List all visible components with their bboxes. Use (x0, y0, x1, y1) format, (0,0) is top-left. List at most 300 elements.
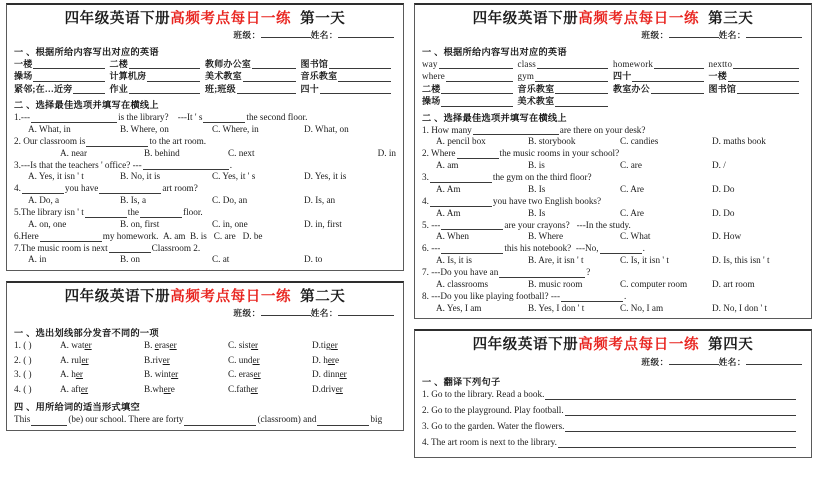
option[interactable]: A. after (60, 384, 89, 395)
question-text: floor. (183, 207, 203, 217)
question-text: are your crayons? (504, 219, 570, 230)
answer-blank[interactable] (31, 416, 67, 426)
worksheet-day-2 (6, 281, 404, 430)
vocab-answer-blank[interactable] (33, 72, 104, 82)
option[interactable]: B. Where, on (120, 123, 169, 134)
vocab-word: 美术教室 (517, 96, 555, 107)
answer-blank[interactable] (430, 197, 492, 207)
question-text: my homework. (102, 230, 159, 241)
question-stem (422, 243, 804, 254)
question-text: ? (586, 266, 591, 277)
worksheet-day-1 (6, 3, 404, 271)
worksheet-day-4 (414, 329, 812, 457)
title-highlight: 高频考点每日一练 (578, 336, 700, 354)
question-options (422, 160, 804, 171)
answer-blank[interactable] (441, 244, 503, 254)
vocab-cell (14, 72, 110, 82)
question-options (422, 136, 804, 147)
section-heading-3-2: 二 、选择最佳选项并填写在横线上 (422, 112, 567, 123)
vocab-word: 音乐教室 (517, 83, 555, 94)
vocab-row (422, 84, 804, 94)
option[interactable]: A. What, in (28, 123, 71, 134)
vocab-word: 一楼 (708, 71, 727, 82)
question-text: 3. (422, 172, 429, 183)
vocab-cell (518, 59, 614, 69)
vocab-answer-blank[interactable] (33, 59, 104, 69)
option[interactable]: B. on (120, 254, 140, 265)
question-options (422, 255, 804, 266)
worksheet-day-3 (414, 3, 812, 319)
vocab-word: nextto (708, 58, 733, 69)
option[interactable]: D. No, I don ' t (712, 302, 767, 313)
option[interactable]: A. Am (436, 183, 461, 194)
vocab-word: 图书馆 (300, 58, 329, 69)
vocab-answer-blank[interactable] (320, 84, 391, 94)
vocab-cell (709, 84, 805, 94)
option[interactable]: A. Am (436, 207, 461, 218)
question-text: 4. (14, 183, 21, 194)
vocab-answer-blank[interactable] (129, 84, 200, 94)
question-text: Classroom 2. (151, 242, 201, 253)
question-options (422, 279, 804, 290)
answer-blank[interactable] (99, 184, 161, 194)
answer-blank[interactable] (109, 243, 151, 253)
question-stem (14, 243, 396, 254)
answer-blank[interactable] (143, 160, 229, 170)
option[interactable]: C. Are (620, 183, 644, 194)
vocab-cell (14, 59, 110, 69)
vocab-word: 计算机房 (109, 71, 147, 82)
option[interactable]: A. pencil box (436, 136, 486, 147)
option[interactable]: A. water (60, 340, 92, 351)
option[interactable]: D. / (712, 160, 726, 171)
vocab-cell (301, 59, 397, 69)
title-prefix: 四年级英语下册 (472, 336, 579, 354)
vocab-cell (613, 59, 709, 69)
option[interactable]: D. Is, this isn ' t (712, 255, 770, 266)
question-text: ---In the study. (576, 219, 631, 230)
option[interactable]: A. Is, it is (436, 255, 472, 266)
vocab-answer-blank[interactable] (733, 59, 799, 69)
title-prefix: 四年级英语下册 (64, 288, 171, 306)
vocab-word: 教师办公室 (205, 58, 252, 69)
option[interactable]: B. is (190, 230, 207, 241)
option[interactable]: B.where (144, 384, 175, 395)
section-heading-4-1: 一 、翻译下列句子 (422, 376, 501, 387)
title-day-label: 第一天 (300, 10, 346, 27)
section-heading-2-1: 一 、选出划线部分发音不同的一项 (14, 328, 159, 339)
vocab-answer-blank[interactable] (654, 59, 703, 69)
question-text: this his notebook? (504, 243, 572, 254)
vocab-answer-blank[interactable] (439, 59, 513, 69)
question-stem (14, 160, 396, 171)
student-id-line-day-1 (14, 29, 396, 41)
page-title-day-2 (14, 288, 396, 306)
title-highlight: 高频考点每日一练 (578, 10, 700, 27)
option[interactable]: A. in (28, 254, 47, 265)
page-title-day-1 (14, 10, 396, 28)
vocab-word: 作业 (109, 83, 128, 94)
section-heading-1-2: 二 、选择最佳选项并填写在横线上 (14, 100, 159, 111)
option[interactable]: C. next (228, 147, 255, 158)
answer-blank[interactable] (457, 149, 499, 159)
vocab-cell (301, 84, 397, 94)
option[interactable]: C. are (620, 160, 642, 171)
class-input-blank[interactable] (669, 364, 719, 365)
question-text: the (127, 207, 140, 217)
vocab-word: 一楼 (14, 58, 33, 69)
class-input-blank[interactable] (261, 37, 311, 38)
option[interactable]: D. How (712, 231, 742, 242)
vocab-row (422, 97, 804, 107)
right-column (409, 0, 818, 480)
cloze-text: (be) our school. There are forty (68, 413, 184, 424)
question-text: ---No, (575, 243, 599, 254)
question-text: . (642, 243, 645, 254)
option[interactable]: B.river (144, 354, 170, 365)
translate-sentence: 2. Go to the playground. Play football. (422, 404, 564, 415)
option[interactable]: C. Do, an (212, 195, 248, 206)
vocab-cell (709, 59, 805, 69)
vocab-answer-blank[interactable] (651, 84, 704, 94)
student-id-line-day-3 (422, 29, 804, 41)
question-text: you have (64, 183, 99, 194)
answer-blank[interactable] (86, 137, 148, 147)
vocab-word: 操场 (422, 96, 441, 107)
vocab-answer-blank[interactable] (237, 84, 296, 94)
vocab-cell-empty (709, 97, 805, 107)
vocab-row (422, 59, 804, 69)
cloze-text: This (14, 413, 31, 424)
question-stem (14, 136, 396, 147)
question-stem (14, 112, 396, 123)
cloze-text: big (370, 413, 383, 424)
translate-row (422, 437, 804, 448)
vocab-word: 紧邻;在…近旁 (14, 83, 73, 94)
option[interactable]: D. What, on (304, 123, 349, 134)
vocab-cell (422, 72, 518, 82)
vocab-word: 操场 (14, 71, 33, 82)
question-stem (14, 183, 396, 194)
vocab-row (14, 72, 396, 82)
answer-blank[interactable] (430, 173, 492, 183)
question-text: 6.Here (14, 230, 39, 241)
option[interactable]: B. Where (528, 231, 564, 242)
question-number[interactable]: 2. ( ) (14, 354, 32, 365)
question-text: the music rooms in your school? (499, 148, 620, 159)
option[interactable]: B. storybook (528, 136, 576, 147)
vocab-answer-blank[interactable] (441, 84, 512, 94)
option[interactable]: D. here (312, 354, 340, 365)
option[interactable]: B. No, it is (120, 171, 161, 182)
question-number[interactable]: 1. ( ) (14, 340, 32, 351)
name-label: 姓名： (310, 30, 338, 41)
vocab-cell (422, 97, 518, 107)
question-text: . (229, 159, 233, 170)
option[interactable]: C. Where, in (212, 123, 259, 134)
vocab-answer-blank[interactable] (535, 72, 608, 82)
name-input-blank[interactable] (338, 37, 394, 38)
class-input-blank[interactable] (261, 315, 311, 316)
option[interactable]: B. Is (528, 183, 546, 194)
vocab-answer-blank[interactable] (252, 59, 295, 69)
vocab-word: gym (517, 71, 535, 82)
vocab-answer-blank[interactable] (537, 59, 608, 69)
section-heading-2-4: 四 、用所给词的适当形式填空 (14, 401, 140, 412)
option[interactable]: C. in, one (212, 218, 248, 229)
option[interactable]: D. art room (712, 278, 755, 289)
option[interactable]: A. her (60, 369, 83, 380)
pronunciation-row (14, 340, 396, 351)
vocab-answer-blank[interactable] (243, 72, 296, 82)
option[interactable]: C. computer room (620, 278, 688, 289)
answer-blank[interactable] (85, 208, 127, 218)
option[interactable]: D. maths book (712, 136, 766, 147)
option[interactable]: C. No, I am (620, 302, 664, 313)
question-text: the gym on the third floor? (492, 172, 592, 183)
option[interactable]: B. music room (528, 278, 583, 289)
option[interactable]: A. Yes, it isn ' t (28, 171, 84, 182)
option[interactable]: A. When (436, 231, 469, 242)
option[interactable]: D. be (242, 230, 263, 241)
answer-blank[interactable] (317, 416, 369, 426)
translate-answer-blank[interactable] (545, 390, 796, 400)
question-text: 5.The library isn ' t (14, 207, 84, 217)
vocab-row (14, 59, 396, 69)
option[interactable]: D. Do (712, 183, 735, 194)
vocab-cell (422, 84, 518, 94)
question-stem (422, 125, 804, 136)
question-options (14, 195, 396, 206)
answer-blank[interactable] (22, 184, 64, 194)
question-text: 2. Where (422, 148, 456, 159)
name-input-blank[interactable] (338, 315, 394, 316)
title-day-label: 第四天 (708, 336, 754, 354)
vocab-cell (518, 97, 614, 107)
option[interactable]: D. in (377, 147, 396, 158)
pronunciation-row (14, 369, 396, 380)
question-stem (422, 220, 804, 231)
question-number[interactable]: 4. ( ) (14, 384, 32, 395)
name-input-blank[interactable] (746, 37, 802, 38)
vocab-cell (301, 72, 397, 82)
vocab-answer-blank[interactable] (441, 97, 512, 107)
vocab-cell-empty (613, 97, 709, 107)
option[interactable]: D. Do (712, 207, 735, 218)
class-input-blank[interactable] (669, 37, 719, 38)
option[interactable]: B. behind (144, 147, 180, 158)
question-number[interactable]: 3. ( ) (14, 369, 32, 380)
option[interactable]: B. is (528, 160, 545, 171)
option[interactable]: C. Yes, it ' s (212, 171, 256, 182)
question-text: is the library? (118, 112, 169, 123)
option[interactable]: C. at (212, 254, 230, 265)
question-options (14, 148, 396, 159)
option[interactable]: A. am (162, 230, 186, 241)
option[interactable]: B. Are, it isn ' t (528, 255, 584, 266)
option[interactable]: A. on, one (28, 218, 67, 229)
vocab-cell (205, 59, 301, 69)
question-options (14, 219, 396, 230)
question-text: 8. ---Do you like playing football? --- (422, 290, 561, 301)
vocab-answer-blank[interactable] (555, 84, 608, 94)
option[interactable]: D. to (304, 254, 323, 265)
vocab-answer-blank[interactable] (73, 84, 104, 94)
vocab-answer-blank[interactable] (446, 72, 513, 82)
vocab-word: class (517, 58, 536, 69)
translate-answer-blank[interactable] (565, 406, 796, 416)
question-text: are there on your desk? (559, 124, 646, 135)
question-options (14, 171, 396, 182)
option[interactable]: D. Is, an (304, 195, 336, 206)
option[interactable]: C. Are (620, 207, 644, 218)
vocab-cell (205, 72, 301, 82)
title-highlight: 高频考点每日一练 (170, 288, 292, 306)
option[interactable]: A. Do, a (28, 195, 60, 206)
vocab-cell (110, 84, 206, 94)
question-text: 1. How many (422, 124, 472, 135)
cloze-paragraph (14, 414, 396, 426)
vocab-word: where (422, 71, 445, 82)
answer-blank[interactable] (499, 268, 585, 278)
name-input-blank[interactable] (746, 364, 802, 365)
vocab-word: 班;班级 (205, 83, 236, 94)
option[interactable]: D.driver (312, 384, 343, 395)
option[interactable]: A. classrooms (436, 278, 489, 289)
title-prefix: 四年级英语下册 (64, 10, 171, 27)
option[interactable]: C. under (228, 354, 260, 365)
name-label: 姓名： (718, 356, 746, 367)
question-text: to the art room. (149, 135, 207, 146)
vocab-cell (709, 72, 805, 82)
option[interactable]: B. Yes, I don ' t (528, 302, 585, 313)
question-text: ---It ' s (177, 112, 203, 123)
question-stem (422, 267, 804, 278)
option[interactable]: B. on, first (120, 218, 160, 229)
answer-blank[interactable] (40, 232, 102, 242)
name-label: 姓名： (310, 308, 338, 319)
vocab-cell (518, 72, 614, 82)
option[interactable]: D.tiger (312, 340, 338, 351)
vocab-answer-blank[interactable] (632, 72, 703, 82)
class-label: 班级： (233, 30, 261, 41)
class-label: 班级： (233, 308, 261, 319)
vocab-word: 二楼 (422, 83, 441, 94)
translate-answer-blank[interactable] (565, 422, 796, 432)
title-day-label: 第二天 (300, 288, 346, 306)
question-options (14, 124, 396, 135)
question-options (422, 184, 804, 195)
option[interactable]: C. What (620, 231, 651, 242)
option[interactable]: A. am (436, 160, 459, 171)
page-title-day-4 (422, 336, 804, 354)
option[interactable]: C.father (228, 384, 258, 395)
question-text: 5. --- (422, 219, 441, 230)
vocab-answer-blank[interactable] (728, 72, 799, 82)
vocab-answer-blank[interactable] (338, 72, 391, 82)
cloze-text: (classroom) and (257, 413, 317, 424)
translate-row (422, 389, 804, 400)
title-prefix: 四年级英语下册 (472, 10, 579, 27)
question-text: . (624, 290, 627, 301)
option[interactable]: B. Is, a (120, 195, 147, 206)
option[interactable]: B. eraser (144, 340, 177, 351)
answer-blank[interactable] (600, 244, 642, 254)
vocab-word: homework (613, 58, 654, 69)
question-options (422, 208, 804, 219)
option[interactable]: B. winter (144, 369, 179, 380)
vocab-row (14, 84, 396, 94)
page-title-day-3 (422, 10, 804, 28)
question-text: 7. ---Do you have an (422, 266, 499, 277)
vocab-word: 美术教室 (205, 71, 242, 82)
vocab-answer-blank[interactable] (329, 59, 391, 69)
option[interactable]: B. Is (528, 207, 546, 218)
option[interactable]: C. candies (620, 136, 659, 147)
vocab-cell (110, 59, 206, 69)
vocab-word: 四十 (300, 83, 319, 94)
translate-sentence: 4. The art room is next to the library. (422, 436, 557, 447)
student-id-line-day-2 (14, 307, 396, 319)
vocab-word: 教室办公 (613, 83, 650, 94)
translate-row (422, 405, 804, 416)
option[interactable]: A. ruler (60, 354, 89, 365)
translate-row (422, 421, 804, 432)
question-text: art room? (162, 183, 198, 194)
translate-answer-blank[interactable] (558, 438, 796, 448)
vocab-answer-blank[interactable] (147, 72, 200, 82)
title-highlight: 高频考点每日一练 (170, 10, 292, 27)
answer-blank[interactable] (561, 292, 623, 302)
question-stem (14, 207, 396, 218)
answer-blank[interactable] (441, 220, 503, 230)
question-text: 4. (422, 195, 429, 206)
option[interactable]: C. Is, it isn ' t (620, 255, 669, 266)
option[interactable]: C. sister (228, 340, 259, 351)
translate-sentence: 1. Go to the library. Read a book. (422, 388, 545, 399)
answer-blank[interactable] (203, 113, 245, 123)
vocab-word: way (422, 58, 438, 69)
question-text: you have two English books? (492, 195, 602, 206)
answer-blank[interactable] (184, 416, 256, 426)
option[interactable]: A. Yes, I am (436, 302, 482, 313)
vocab-answer-blank[interactable] (555, 97, 608, 107)
answer-blank[interactable] (31, 113, 117, 123)
option[interactable]: C. eraser (228, 369, 261, 380)
question-stem (422, 196, 804, 207)
vocab-row (422, 72, 804, 82)
answer-blank[interactable] (473, 125, 559, 135)
option[interactable]: D. dinner (312, 369, 347, 380)
vocab-answer-blank[interactable] (737, 84, 799, 94)
vocab-cell (14, 84, 110, 94)
option[interactable]: D. Yes, it is (304, 171, 347, 182)
vocab-cell (613, 72, 709, 82)
answer-blank[interactable] (140, 208, 182, 218)
option[interactable]: C. are (213, 230, 236, 241)
question-text: the second floor. (246, 112, 308, 123)
vocab-cell (518, 84, 614, 94)
vocab-answer-blank[interactable] (129, 59, 200, 69)
question-stem (422, 172, 804, 183)
option[interactable]: D. in, first (304, 218, 342, 229)
pronunciation-row (14, 355, 396, 366)
vocab-cell (205, 84, 301, 94)
left-column (0, 0, 409, 480)
vocab-word: 四十 (613, 71, 632, 82)
option[interactable]: A. near (60, 147, 88, 158)
name-label: 姓名： (718, 30, 746, 41)
